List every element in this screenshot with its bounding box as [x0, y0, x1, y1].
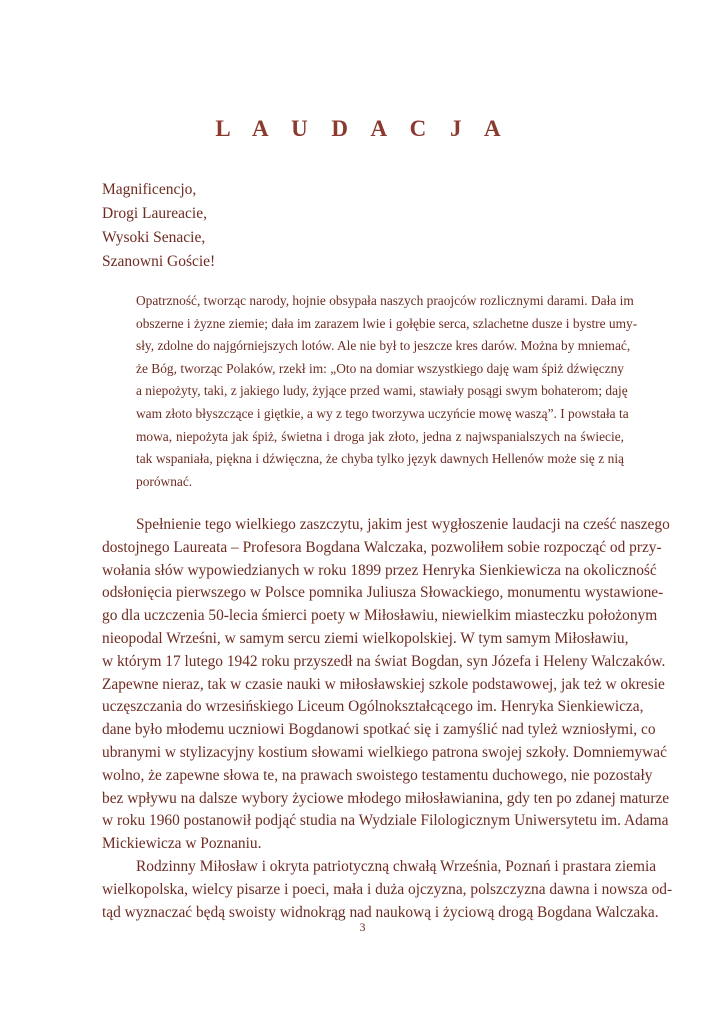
- quote-line: a niepożyty, taki, z jakiego ludy, żyjące przed wami, stawiały posągi swym bohaterom; daję: [136, 383, 628, 399]
- body-text: [102, 514, 673, 924]
- body-line: wołania słów wypowiedzianych w roku 1899 przez Henryka Sienkiewicza na okoliczność: [102, 561, 657, 579]
- body-line: tąd wyznaczać będą swoisty widnokrąg nad naukową i życiową drogą Bogdana Walczaka.: [102, 903, 659, 921]
- body-line: nieopodal Wrześni, w samym sercu ziemi wielkopolskiej. W tym samym Miłosławiu,: [102, 629, 629, 647]
- body-line: odsłonięcia pierwszego w Polsce pomnika Juliusza Słowackiego, monumentu wystawione-: [102, 584, 664, 602]
- quote-line: że Bóg, tworząc Polaków, rzekł im: „Oto na domiar wszystkiego daję wam śpiż dźwięczny: [136, 360, 624, 376]
- sienkiewicz-quote: [136, 290, 638, 493]
- salutation-line: Wysoki Senacie,: [102, 229, 206, 246]
- quote-line: mowa, niepożyta jak śpiż, świetna i droga jak złoto, jedna z najwspanialszych na świecie,: [136, 428, 624, 444]
- body-line: w roku 1960 postanowił podjąć studia na Wydziale Filologicznym Uniwersytetu im. Adama: [102, 812, 669, 830]
- body-line: go dla uczczenia 50-lecia śmierci poety w Miłosławiu, niewielkim miasteczku położonym: [102, 607, 658, 625]
- body-line: w którym 17 lutego 1942 roku przyszedł na świat Bogdan, syn Józefa i Heleny Walczaków.: [102, 652, 666, 670]
- body-line: Mickiewicza w Poznaniu.: [102, 835, 262, 853]
- body-line: dostojnego Laureata – Profesora Bogdana Walczaka, pozwoliłem sobie rozpocząć od przy-: [102, 538, 662, 556]
- body-line: uczęszczania do wrzesińskiego Liceum Ogólnokształcącego im. Henryka Sienkiewicza,: [102, 698, 644, 716]
- quote-line: porównać.: [136, 473, 193, 489]
- body-line: wielkopolska, wielcy pisarze i poeci, mała i duża ojczyzna, polszczyzna dawna i nowsza od-: [102, 880, 673, 898]
- page-number: 3: [359, 920, 366, 934]
- salutation-line: Magnificencjo,: [102, 181, 197, 198]
- body-line: Zapewne nieraz, tak w czasie nauki w miłosławskiej szkole podstawowej, jak też w okresie: [102, 675, 665, 693]
- quote-line: wam złoto błyszczące i giętkie, a wy z tego tworzywa uczyńcie mowę waszą”. I powstała ta: [136, 405, 629, 421]
- body-line: Spełnienie tego wielkiego zaszczytu, jakim jest wygłoszenie laudacji na cześć naszego: [136, 516, 670, 533]
- salutation-line: Drogi Laureacie,: [102, 205, 207, 222]
- quote-line: obszerne i żyzne ziemie; dała im zarazem lwie i gołębie serca, szlachetne dusze i bystre umy-: [136, 315, 638, 331]
- quote-line: tak wspaniała, piękna i dźwięczna, że chyba tylko język dawnych Hellenów może się z nią: [136, 451, 624, 467]
- body-line: bez wpływu na dalsze wybory życiowe młodego miłosławianina, gdy ten po zdanej maturze: [102, 789, 670, 807]
- body-line: ubranymi w stylizacyjny kostium słowami wielkiego patrona swojej szkoły. Domniemywać: [102, 743, 667, 761]
- quote-line: Opatrzność, tworząc narody, hojnie obsypała naszych praojców rozlicznymi darami. Dała im: [136, 293, 634, 308]
- page-title: L A U D A C J A: [215, 116, 510, 141]
- salutation-line: Szanowni Goście!: [102, 253, 216, 270]
- salutation: [102, 178, 215, 274]
- body-line: wolno, że zapewne słowa te, na prawach swoistego testamentu duchowego, nie pozostały: [102, 766, 653, 784]
- body-line: dane było młodemu uczniowi Bogdanowi spotkać się i zamyślić nad tyleż wzniosłymi, co: [102, 721, 656, 739]
- quote-line: sły, zdolne do najgórniejszych lotów. Ale nie był to jeszcze kres darów. Można by mniemać,: [136, 338, 631, 354]
- body-line: Rodzinny Miłosław i okryta patriotyczną chwałą Września, Poznań i prastara ziemia: [136, 857, 657, 875]
